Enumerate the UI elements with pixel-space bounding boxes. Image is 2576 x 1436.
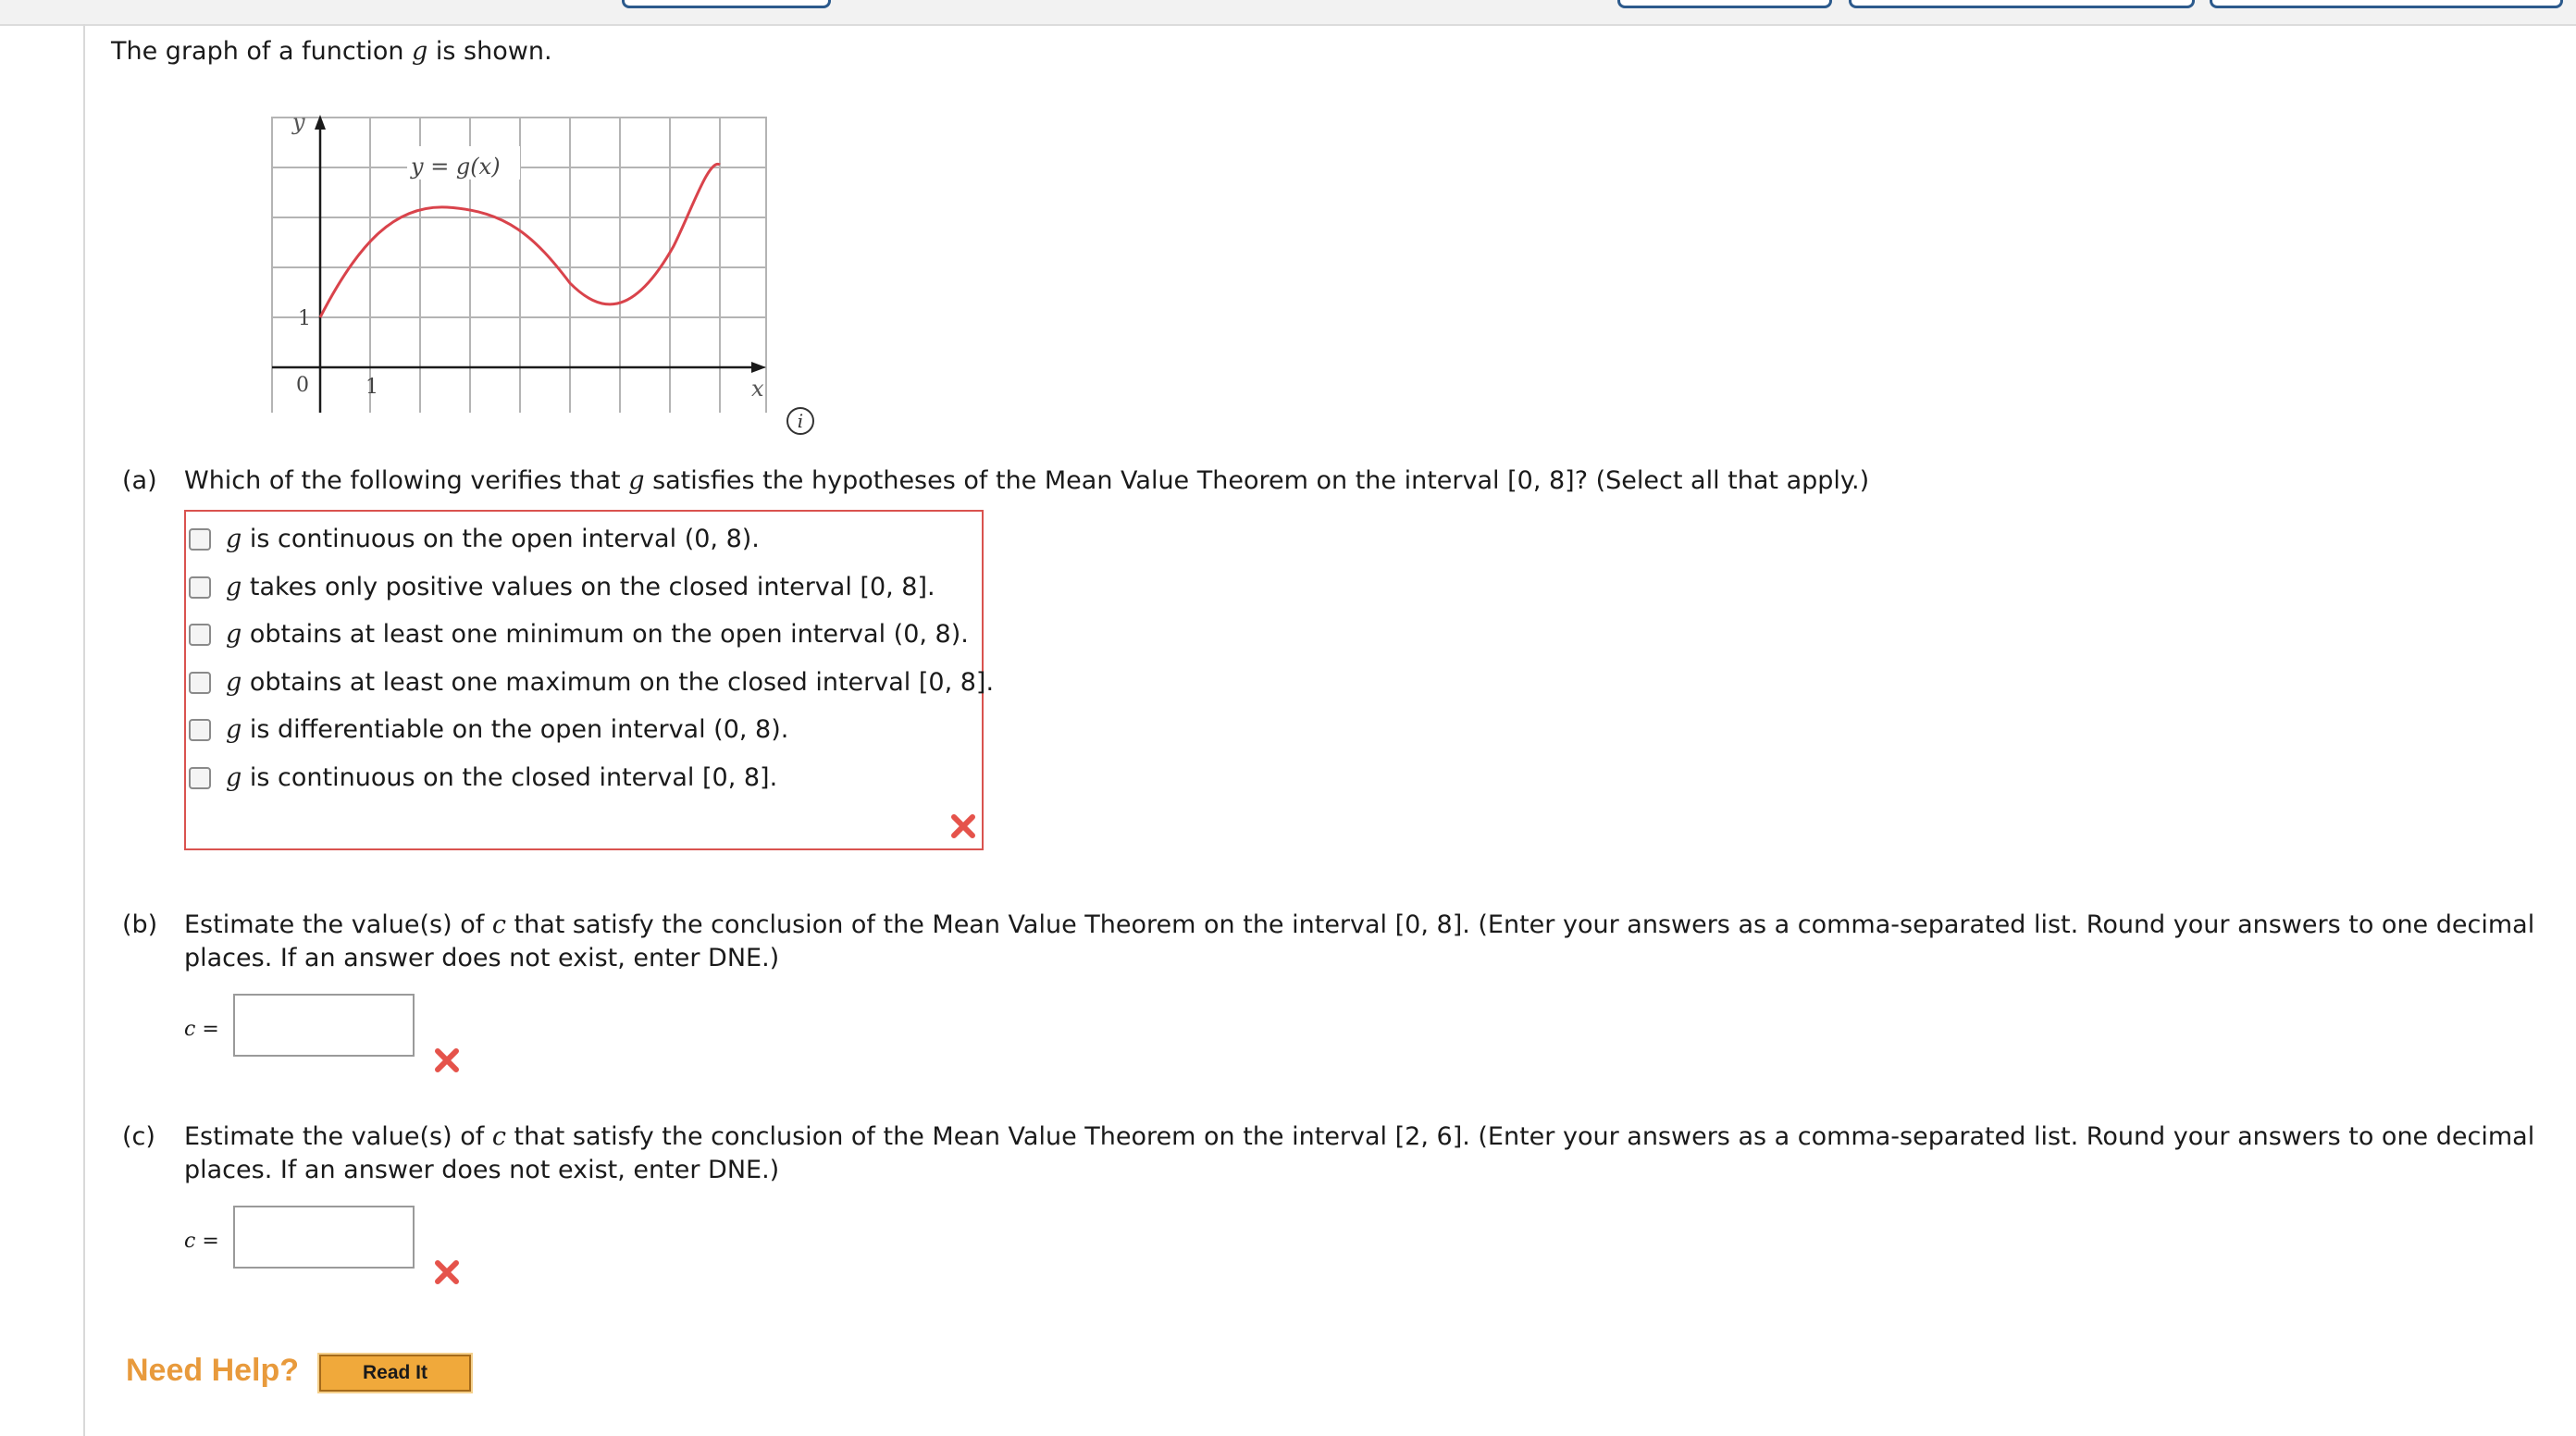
part-a-question: Which of the following verifies that g satisfies the hypotheses of the Mean Value Theorem on the interval [0, 8]? (Select all that apply.) <box>184 466 1870 495</box>
checkbox[interactable] <box>189 528 211 551</box>
y-axis-label: y <box>292 109 305 135</box>
need-help-label: Need Help? <box>126 1353 300 1388</box>
part-b-label: (b) <box>122 910 158 939</box>
tick-label-y: 1 <box>298 307 311 330</box>
answer-input-c[interactable] <box>235 1207 413 1267</box>
part-b-question-line1: Estimate the value(s) of c that satisfy the conclusion of the Mean Value Theorem on the interval [0, 8]. (Enter your answers as a comma-separated list. Round your answers to one decimal <box>184 910 2535 939</box>
top-toolbar <box>0 0 2576 26</box>
toolbar-button[interactable] <box>1617 0 1832 8</box>
tick-label-origin: 0 <box>296 374 309 397</box>
incorrect-icon <box>433 1258 461 1286</box>
toolbar-button[interactable] <box>2210 0 2563 8</box>
c-label: c = <box>184 1018 219 1041</box>
curve-label: y = g(x) <box>411 154 501 180</box>
incorrect-icon <box>433 1046 461 1074</box>
answer-input-c-box <box>233 1206 415 1269</box>
toolbar-button[interactable] <box>622 0 831 8</box>
x-axis-label: x <box>751 376 764 402</box>
function-graph <box>266 107 794 413</box>
checkbox[interactable] <box>189 767 211 789</box>
checkbox[interactable] <box>189 576 211 599</box>
checkbox[interactable] <box>189 624 211 646</box>
intro-text: The graph of a function g is shown. <box>111 37 552 66</box>
info-icon[interactable] <box>785 405 816 437</box>
part-a-label: (a) <box>122 466 157 495</box>
answer-input-b[interactable] <box>235 996 413 1055</box>
c-label: c = <box>184 1230 219 1253</box>
part-c-label: (c) <box>122 1122 155 1151</box>
svg-text:i: i <box>797 410 804 432</box>
incorrect-icon <box>949 812 977 840</box>
part-b-question-line2: places. If an answer does not exist, enter DNE.) <box>184 944 780 972</box>
part-c-question-line2: places. If an answer does not exist, enter DNE.) <box>184 1156 780 1184</box>
left-divider <box>83 24 85 1436</box>
toolbar-button[interactable] <box>1849 0 2195 8</box>
answer-input-b-box <box>233 994 415 1057</box>
tick-label-x: 1 <box>365 376 378 399</box>
checkbox[interactable] <box>189 719 211 741</box>
checkbox[interactable] <box>189 672 211 694</box>
read-it-button[interactable]: Read It <box>319 1355 471 1392</box>
part-c-question-line1: Estimate the value(s) of c that satisfy the conclusion of the Mean Value Theorem on the interval [2, 6]. (Enter your answers as a comma-separated list. Round your answers to one decimal <box>184 1122 2535 1151</box>
